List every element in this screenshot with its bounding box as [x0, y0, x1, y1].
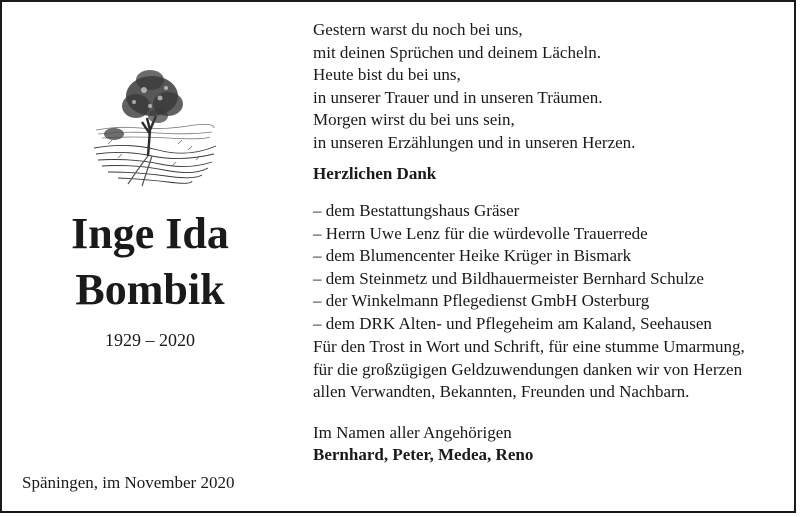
- deceased-last-name: Bombik: [75, 265, 225, 314]
- signature-names: Bernhard, Peter, Medea, Reno: [313, 445, 534, 464]
- poem-line: Morgen wirst du bei uns sein,: [313, 110, 515, 129]
- thanks-item: – dem Bestattungshaus Gräser: [313, 201, 520, 220]
- poem-line: in unseren Erzählungen und in unseren Herzen.: [313, 132, 636, 152]
- closing-text: [313, 336, 745, 404]
- thanks-list: [313, 200, 712, 335]
- place-date: Späningen, im November 2020: [22, 473, 235, 492]
- poem-line: mit deinen Sprüchen und deinem Lächeln.: [313, 42, 601, 62]
- thanks-heading: Herzlichen Dank: [313, 164, 437, 183]
- closing-line: für die großzügigen Geldzuwendungen danken wir von Herzen: [313, 359, 743, 379]
- thanks-item: – Herrn Uwe Lenz für die würdevolle Trauerrede: [313, 223, 648, 243]
- poem-line: in unserer Trauer und in unseren Träumen.: [313, 87, 603, 107]
- left-column: [2, 2, 298, 511]
- tree-landscape-icon: [88, 38, 220, 190]
- thanks-item: – der Winkelmann Pflegedienst GmbH Osterburg: [313, 291, 650, 310]
- thanks-item: – dem Steinmetz und Bildhauermeister Bernhard Schulze: [313, 268, 704, 288]
- closing-line: Für den Trost in Wort und Schrift, für eine stumme Umarmung,: [313, 337, 745, 356]
- poem-line: Gestern warst du noch bei uns,: [313, 20, 523, 39]
- poem: [313, 19, 635, 154]
- signature-intro: Im Namen aller Angehörigen: [313, 423, 512, 442]
- thanks-item: – dem Blumencenter Heike Krüger in Bismark: [313, 246, 632, 265]
- poem-line: Heute bist du bei uns,: [313, 65, 461, 84]
- closing-line: allen Verwandten, Bekannten, Freunden und Nachbarn.: [313, 382, 690, 401]
- thanks-item: – dem DRK Alten- und Pflegeheim am Kaland, Seehausen: [313, 313, 712, 333]
- deceased-first-name: Inge Ida: [71, 209, 229, 258]
- life-years: 1929 – 2020: [105, 330, 195, 350]
